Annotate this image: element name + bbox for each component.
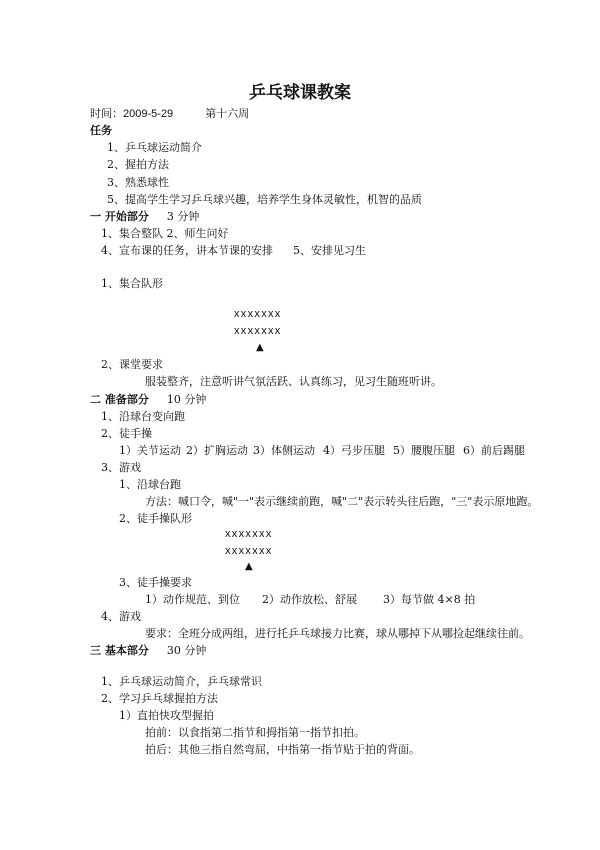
class-req-text: 服装整齐，注意听讲气氛活跃、认真练习，见习生随班听讲。 xyxy=(145,375,442,388)
task-item: 3、熟悉球性 xyxy=(107,176,169,189)
exercise-item: 6）前后踢腿 xyxy=(463,444,525,457)
exercise-req-item: 1）动作规范、到位 xyxy=(145,593,240,606)
exercise-item: 3）体侧运动 xyxy=(253,444,315,457)
formation-label: 1、集合队形 xyxy=(101,277,163,290)
part1-line2b: 5、安排见习生 xyxy=(293,244,366,257)
part3-item: 1、乒乓球运动简介，乒乓球常识 xyxy=(101,675,262,688)
week: 第十六周 xyxy=(205,107,250,120)
exercise-item: 2）扩胸运动 xyxy=(186,444,248,457)
task-heading: 任务 xyxy=(90,124,112,137)
formation-row: xxxxxxx xyxy=(234,308,282,320)
exercise-item: 4）弓步压腿 xyxy=(323,444,385,457)
exercise-item: 1）关节运动 xyxy=(119,444,181,457)
part1-line2 xyxy=(101,244,366,258)
part3-time: 30 分钟 xyxy=(166,644,207,657)
page-title: 乒乓球课教案 xyxy=(249,83,351,103)
exercise-req-label: 3、徒手操要求 xyxy=(119,576,192,589)
part2-item: 2、徒手操 xyxy=(101,427,152,440)
task-item: 1、乒乓球运动简介 xyxy=(107,141,202,154)
teacher-marker-icon: ▲ xyxy=(256,342,264,353)
part3-heading-line xyxy=(90,644,206,658)
exercise-item: 5）腰腹压腿 xyxy=(393,444,455,457)
formation-row: xxxxxxx xyxy=(225,528,273,540)
formation-row: xxxxxxx xyxy=(234,325,282,337)
grip-front: 拍前：以食指第二指节和拇指第一指节扣拍。 xyxy=(145,726,365,739)
part1-time: 3 分钟 xyxy=(166,210,200,223)
part2-item: 1、沿球台变向跑 xyxy=(101,410,185,423)
part2-time: 10 分钟 xyxy=(166,393,207,406)
part2-heading-line xyxy=(90,393,206,407)
part1-line1: 1、集合整队 2、师生问好 xyxy=(101,227,229,240)
exercise-req-list xyxy=(145,593,475,607)
part2-heading: 二 准备部分 xyxy=(90,393,149,406)
exercise-req-item: 3）每节做 4×8 拍 xyxy=(383,593,476,606)
exercise-list xyxy=(119,444,525,458)
task-item: 2、握拍方法 xyxy=(107,158,169,171)
teacher-marker-icon: ▲ xyxy=(245,561,253,572)
grip-back: 拍后：其他三指自然弯屈，中指第一指节贴于拍的背面。 xyxy=(145,743,420,756)
task-item: 5、提高学生学习乒乓球兴趣，培养学生身体灵敏性，机智的品质 xyxy=(107,193,422,206)
formation-row: xxxxxxx xyxy=(225,545,273,557)
time-label: 时间： xyxy=(90,107,123,120)
part1-line2a: 4、宣布课的任务，讲本节课的安排 xyxy=(101,244,273,257)
date-line xyxy=(90,107,249,121)
exercise-req-item: 2）动作放松、舒展 xyxy=(262,593,357,606)
game-req: 要求：全班分成两组，进行托乒乓球接力比赛，球从哪掉下从哪捡起继续往前。 xyxy=(145,627,530,640)
part1-heading: 一 开始部分 xyxy=(90,210,149,223)
game2-label: 2、徒手操队形 xyxy=(119,512,192,525)
date: 2009-5-29 xyxy=(123,108,174,120)
part3-item: 2、学习乒乓球握拍方法 xyxy=(101,692,218,705)
grip-style: 1）直拍快攻型握拍 xyxy=(119,709,214,722)
part2-item: 4、游戏 xyxy=(101,610,141,623)
class-req-label: 2、课堂要求 xyxy=(101,358,163,371)
game1-method: 方法：喊口令，喊"一"表示继续前跑，喊"二"表示转头往后跑，"三"表示原地跑。 xyxy=(145,495,539,508)
part1-heading-line xyxy=(90,210,199,224)
part3-heading: 三 基本部分 xyxy=(90,644,149,657)
part2-item: 3、游戏 xyxy=(101,461,141,474)
game1-label: 1、沿球台跑 xyxy=(119,478,181,491)
